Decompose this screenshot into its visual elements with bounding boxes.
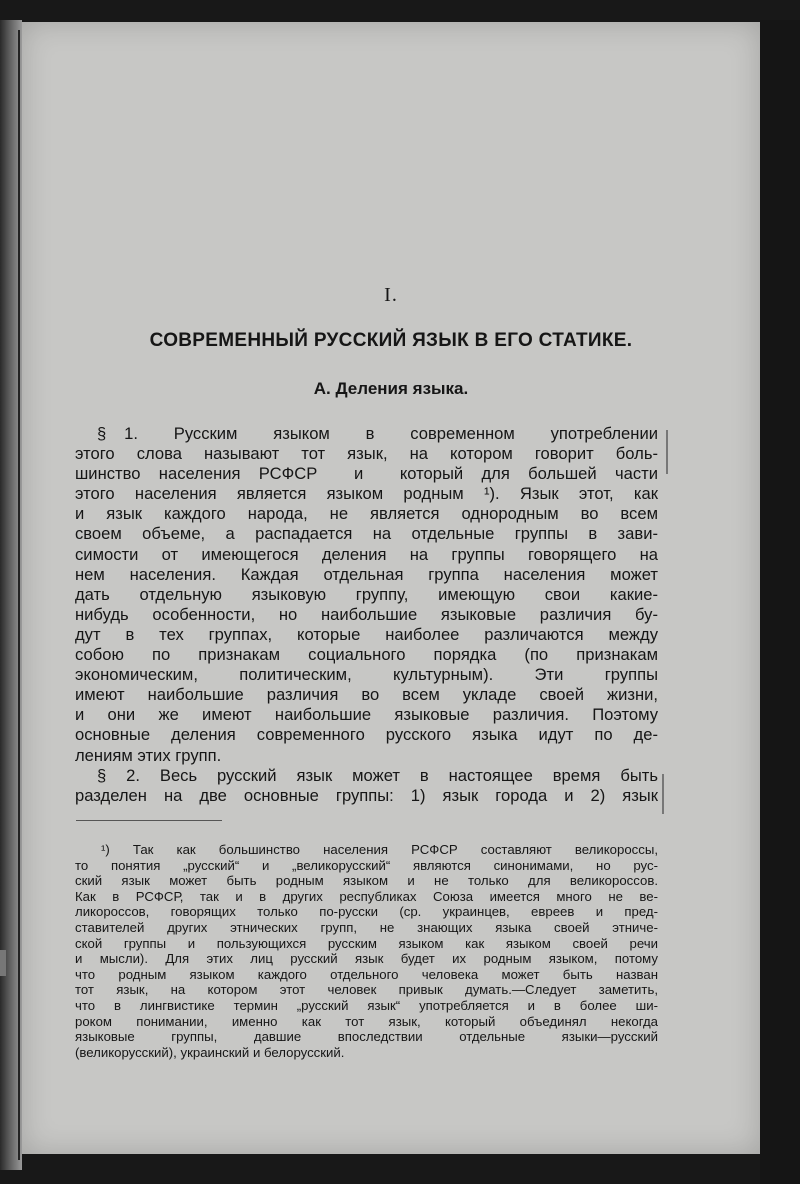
chapter-number: I. <box>384 284 398 306</box>
body-line: симости от имеющегося деления на группы говорящего на <box>75 544 658 564</box>
page-edge-line <box>18 30 20 1160</box>
footnote-line: роком понимании, именно как тот язык, который объединял некогда <box>75 1013 658 1029</box>
footnote-line: ¹) Так как большинство населения РСФСР составляют великороссы, <box>101 842 658 857</box>
body-line: § 1. Русским языком в современном употреблении <box>97 424 658 443</box>
footnote-line: ский язык может быть родным языком и не только для великороссов. <box>75 873 658 889</box>
section-title: А. Деления языка. <box>313 379 469 398</box>
body-line: этого населения является языком родным ¹). Язык этот, как <box>75 484 658 504</box>
footnote-line: (великорусский), украинский и белорусский. <box>75 1044 345 1060</box>
footnote-line: тот язык, на котором этот человек привык думать.—Следует заметить, <box>75 982 658 998</box>
scan-right-shadow <box>760 20 800 1184</box>
footnote-line: ставителей других этнических групп, не знающих языка своей этниче- <box>75 919 658 935</box>
body-line: нем населения. Каждая отдельная группа населения может <box>75 564 658 584</box>
body-line: собою по признакам социального порядка (по признакам <box>75 645 658 665</box>
scan-edge-marker <box>0 950 6 976</box>
footnote-line: что в лингвистике термин „русский язык“ употребляется и в более ши- <box>75 997 658 1013</box>
margin-mark <box>662 774 664 814</box>
body-line: шинство населения РСФСР и который для большей части <box>75 464 658 484</box>
body-line: лениям этих групп. <box>75 745 222 765</box>
footnote-line: ской группы и пользующихся русским языком как языком своей речи <box>75 935 658 951</box>
footnote-line: то понятия „русский“ и „великорусский“ являются синонимами, но рус- <box>75 857 658 873</box>
body-line: этого слова называют тот язык, на котором говорит боль- <box>75 444 658 464</box>
body-line: нибудь особенности, но наибольшие языковые различия бу- <box>75 604 658 624</box>
footnote-line: Как в РСФСР, так и в других республиках Союза имеется много не ве- <box>75 888 658 904</box>
body-text <box>75 424 658 806</box>
body-line: основные деления современного русского языка идут по де- <box>75 725 658 745</box>
book-page <box>22 22 760 1154</box>
body-line: имеют наибольшие различия во всем укладе своей жизни, <box>75 685 658 705</box>
footnote-line: языковые группы, давшие впоследствии отдельные языки—русский <box>75 1029 658 1045</box>
body-line: и язык каждого народа, не является однородным во всем <box>75 504 658 524</box>
body-line: § 2. Весь русский язык может в настоящее время быть <box>97 765 658 785</box>
footnote-line: и мысли). Для этих лиц русский язык будет их родным языком, потому <box>75 951 658 967</box>
footnote-line: что родным языком каждого отдельного человека может быть назван <box>75 966 658 982</box>
body-line: экономическим, политическим, культурным). Эти группы <box>75 665 658 685</box>
body-line: своем объеме, а распадается на отдельные группы в зави- <box>75 524 658 544</box>
body-line: дать отдельную языковую группу, имеющую свои какие- <box>75 584 658 604</box>
footnote-line: ликороссов, говорящих только по-русски (ср. украинцев, евреев и пред- <box>75 904 658 920</box>
chapter-title: СОВРЕМЕННЫЙ РУССКИЙ ЯЗЫК В ЕГО СТАТИКЕ. <box>149 330 633 351</box>
margin-mark <box>666 430 668 474</box>
body-line: и они же имеют наибольшие языковые различия. Поэтому <box>75 705 658 725</box>
body-line: разделен на две основные группы: 1) язык города и 2) язык <box>75 785 658 805</box>
body-line: дут в тех группах, которые наиболее различаются между <box>75 624 658 644</box>
footnote <box>75 842 658 1060</box>
footnote-separator <box>76 820 222 821</box>
